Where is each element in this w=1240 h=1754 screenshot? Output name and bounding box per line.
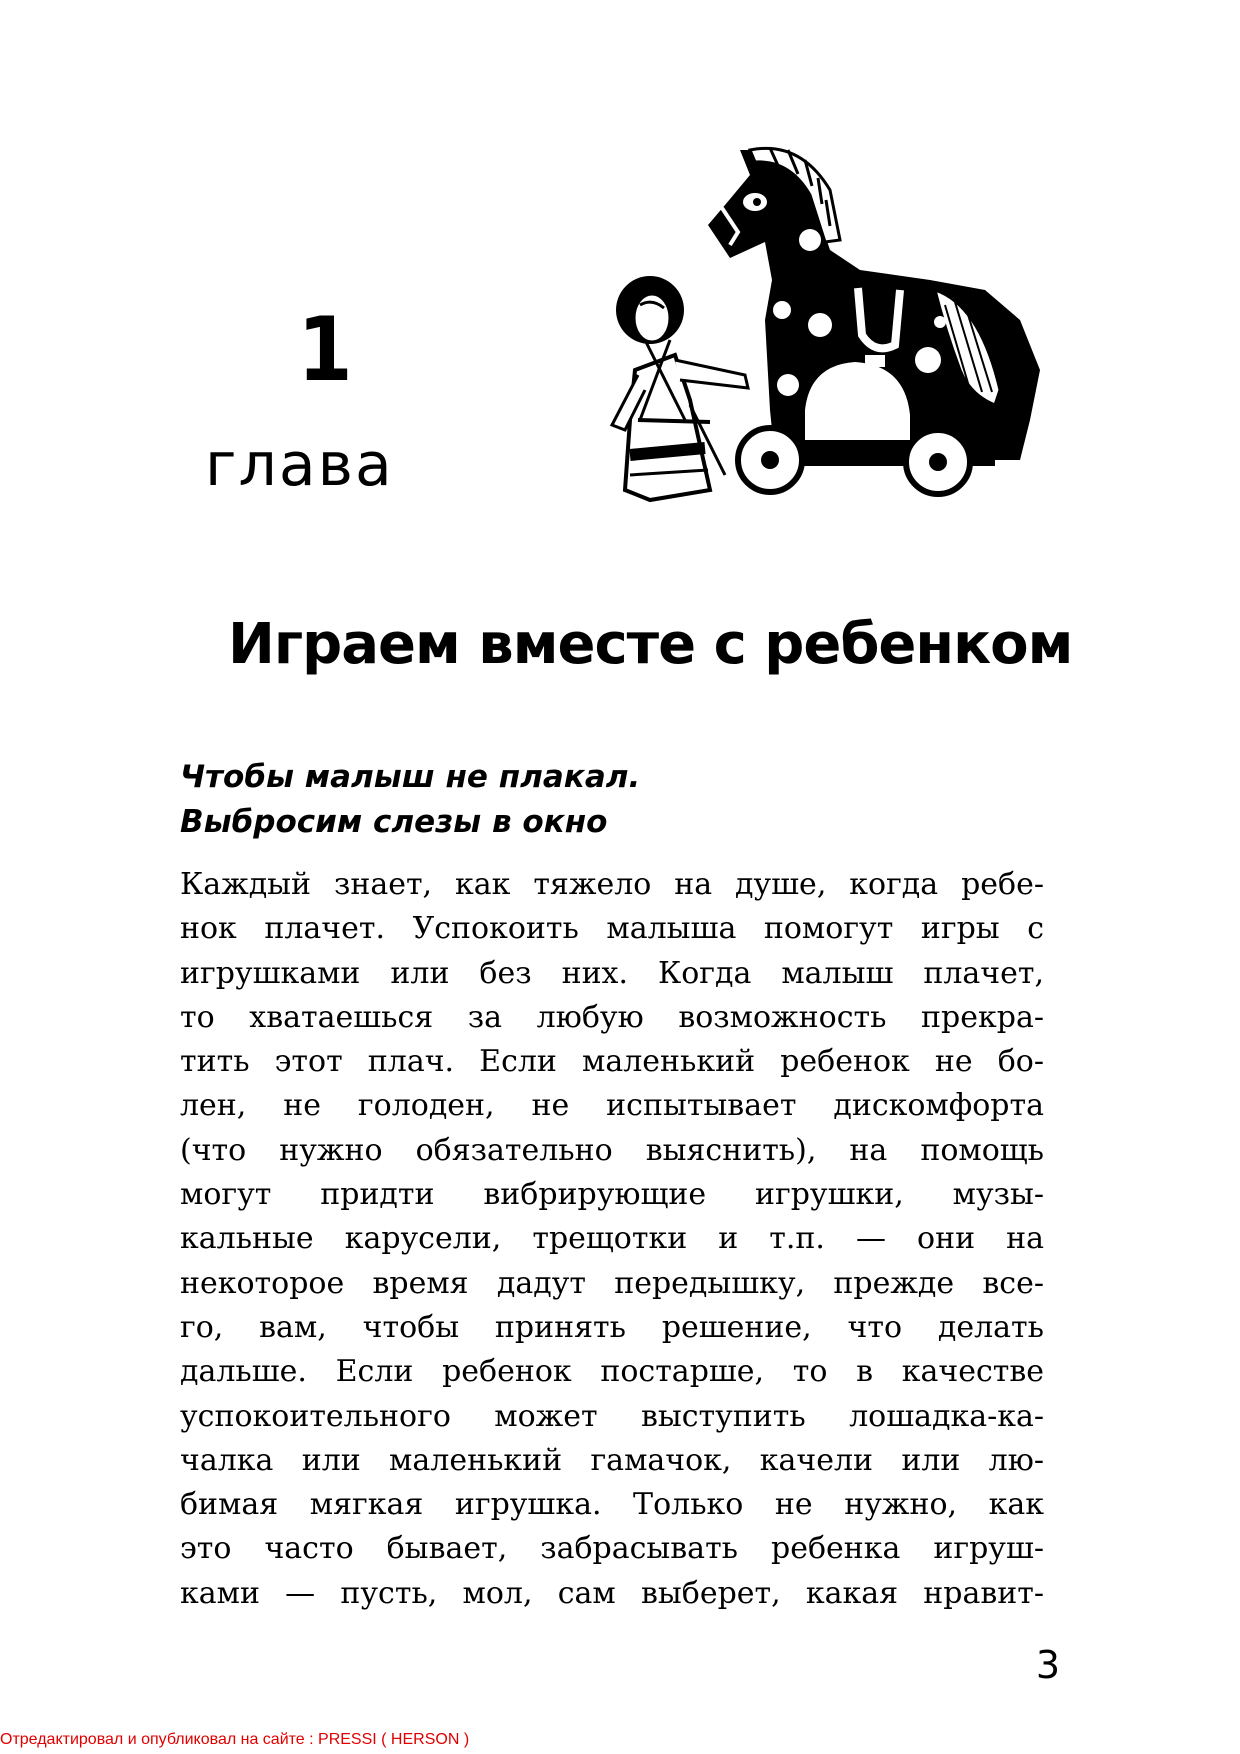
chapter-title: Играем вместе с ребенком <box>228 612 1073 677</box>
body-line: чалка или маленький гамачок, качели или лю- <box>180 1442 1044 1478</box>
body-line: нок плачет. Успокоить малыша помогут игры с <box>180 911 1044 947</box>
body-line: (что нужно обязательно выяснить), на помощь <box>180 1132 1044 1168</box>
body-line: бимая мягкая игрушка. Только не нужно, как <box>180 1487 1044 1523</box>
section-heading-line: Чтобы малыш не плакал. <box>180 759 641 795</box>
body-line: го, вам, чтобы принять решение, что делать <box>180 1309 1044 1345</box>
body-line: могут придти вибрирующие игрушки, музы- <box>180 1177 1044 1213</box>
body-line: Каждый знает, как тяжело на душе, когда ребе- <box>180 867 1044 902</box>
body-line: то хватаешься за любую возможность прекра- <box>180 999 1044 1035</box>
body-line: кальные карусели, трещотки и т.п. — они на <box>180 1221 1044 1257</box>
body-line: лен, не голоден, не испытывает дискомфорта <box>180 1088 1044 1124</box>
body-line: тить этот плач. Если маленький ребенок не бо- <box>180 1044 1044 1080</box>
body-line: ками — пусть, мол, сам выберет, какая нравит- <box>180 1575 1044 1611</box>
body-line: некоторое время дадут передышку, прежде все- <box>180 1265 1044 1301</box>
body-line: дальше. Если ребенок постарше, то в качестве <box>180 1354 1044 1390</box>
footer-credit: Отредактировал и опубликовал на сайте : PRESSI ( HERSON ) <box>0 1731 470 1748</box>
body-line: игрушками или без них. Когда малыш плачет, <box>180 955 1044 991</box>
body-line: это часто бывает, забрасывать ребенка игруш- <box>180 1531 1044 1567</box>
horse-toy-and-doll-illustration <box>600 130 1040 540</box>
chapter-label: глава <box>205 430 394 500</box>
section-heading <box>180 755 980 845</box>
section-heading-line: Выбросим слезы в окно <box>180 804 608 840</box>
body-paragraph <box>180 863 1044 1616</box>
body-line: успокоительного может выступить лошадка-ка- <box>180 1398 1044 1434</box>
page-number: 3 <box>1035 1643 1060 1687</box>
chapter-number: 1 <box>297 298 353 401</box>
